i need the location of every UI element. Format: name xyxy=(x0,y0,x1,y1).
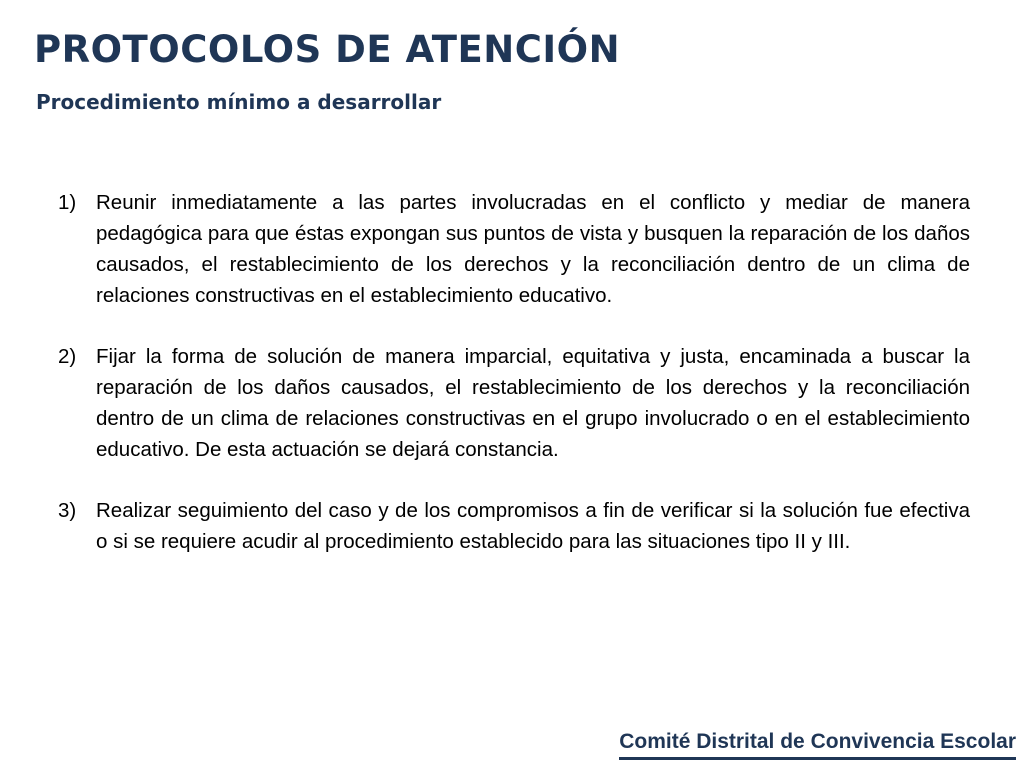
procedure-step-1 xyxy=(58,187,970,311)
step-number: 2) xyxy=(58,345,77,368)
step-text: Reunir inmediatamente a las partes involucradas en el conflicto y mediar de manera pedagógica para que éstas expongan sus puntos de vista y busquen la reparación de los daños causados, el restablecimiento de los derechos y la reconciliación dentro de un clima de relaciones constructivas en el establecimiento educativo. xyxy=(96,191,970,307)
step-number: 1) xyxy=(58,191,77,214)
step-number: 3) xyxy=(58,499,77,522)
procedure-step-3 xyxy=(58,495,970,557)
procedure-steps-list xyxy=(58,187,970,587)
step-text: Fijar la forma de solución de manera imparcial, equitativa y justa, encaminada a buscar la reparación de los daños causados, el restablecimiento de los derechos y la reconciliación dentro de un clima de relaciones constructivas en el grupo involucrado o en el establecimiento educativo. De esta actuación se dejará constancia. xyxy=(96,345,970,461)
step-text: Realizar seguimiento del caso y de los compromisos a fin de verificar si la solución fue efectiva o si se requiere acudir al procedimiento establecido para las situaciones tipo II y III. xyxy=(96,499,970,553)
slide-title: PROTOCOLOS DE ATENCIÓN xyxy=(34,28,621,71)
procedure-step-2 xyxy=(58,341,970,465)
footer-committee-name: Comité Distrital de Convivencia Escolar xyxy=(619,729,1016,760)
slide-subtitle: Procedimiento mínimo a desarrollar xyxy=(36,90,442,114)
